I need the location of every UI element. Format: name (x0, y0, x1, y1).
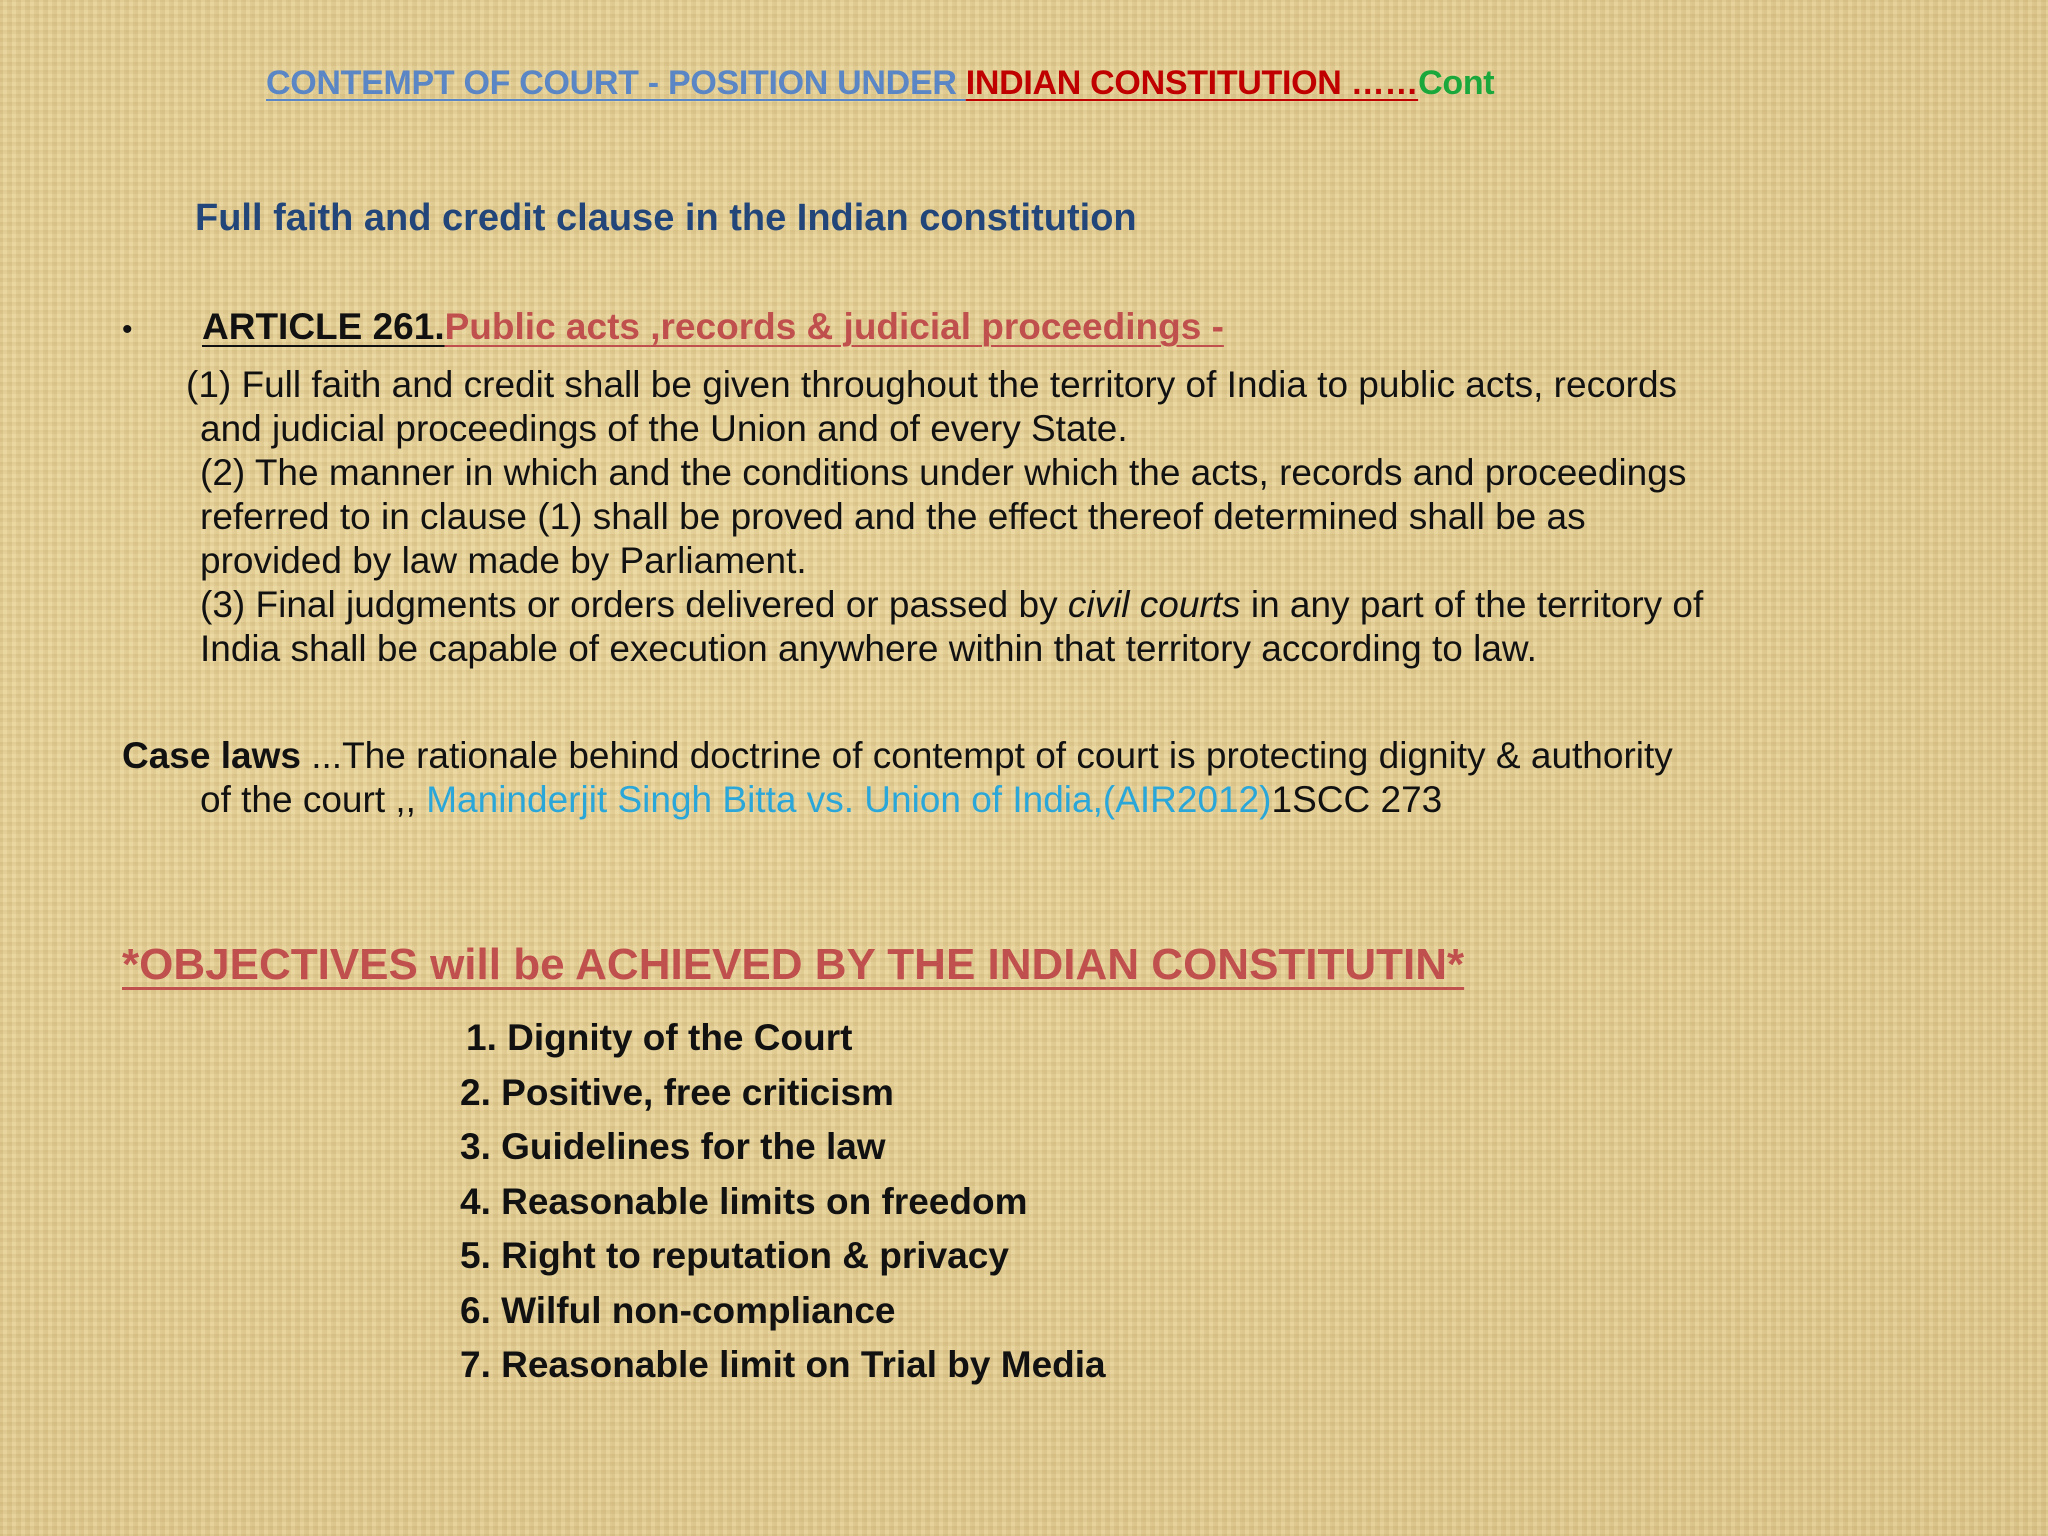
article-heading (122, 306, 1224, 348)
objective-item: 3. Guidelines for the law (460, 1126, 886, 1167)
objective-item: 5. Right to reputation & privacy (460, 1235, 1009, 1276)
objective-item: 1. Dignity of the Court (466, 1017, 853, 1058)
case-laws-label: Case laws (122, 735, 301, 776)
objective-item: 4. Reasonable limits on freedom (460, 1180, 1028, 1222)
article-label: ARTICLE 261. (202, 306, 445, 347)
case-laws-line-1 (122, 734, 1673, 778)
slide-title (266, 64, 1494, 103)
clause-2-line-3: provided by law made by Parliament. (200, 540, 807, 581)
clause-3-text-pre: (3) Final judgments or orders delivered or passed by (200, 584, 1068, 625)
objective-item: 7. Reasonable limit on Trial by Media (460, 1344, 1106, 1385)
case-citation-tail: 1SCC 273 (1271, 779, 1443, 820)
objective-item: 2. Positive, free criticism (460, 1071, 894, 1113)
case-laws-line-2 (200, 778, 1442, 822)
title-part-contempt: CONTEMPT OF COURT - POSITION UNDER (266, 64, 966, 102)
objectives-list (460, 1011, 1106, 1393)
objectives-heading: *OBJECTIVES will be ACHIEVED BY THE INDIAN CONSTITUTIN* (122, 940, 1465, 989)
clause-3-line-2: India shall be capable of execution anywhere within that territory according to law. (200, 628, 1537, 669)
slide-subtitle: Full faith and credit clause in the Indian constitution (195, 197, 1137, 239)
clause-3-text-post: in any part of the territory of (1240, 584, 1704, 625)
article-title: Public acts ,records & judicial proceedings - (444, 306, 1224, 347)
case-citation-link[interactable]: Maninderjit Singh Bitta vs. Union of India,(AIR2012) (426, 779, 1272, 820)
clause-3-line-1 (200, 583, 1703, 627)
clause-2-line-2: referred to in clause (1) shall be proved and the effect thereof determined shall be as (200, 496, 1586, 537)
bullet-icon: • (122, 313, 133, 346)
clause-1-line-2: and judicial proceedings of the Union and of every State. (200, 408, 1128, 449)
clause-3-italic: civil courts (1067, 584, 1241, 625)
objective-item: 6. Wilful non-compliance (460, 1289, 896, 1331)
clause-2-line-1: (2) The manner in which and the conditions under which the acts, records and proceedings (200, 452, 1687, 493)
title-part-cont: Cont (1418, 64, 1495, 102)
title-part-constitution: INDIAN CONSTITUTION …… (965, 64, 1419, 102)
case-laws-text-2: of the court ,, (200, 779, 427, 820)
case-laws-text: ...The rationale behind doctrine of contempt of court is protecting dignity & authority (300, 735, 1673, 776)
clause-1-line-1: (1) Full faith and credit shall be given throughout the territory of India to public acts, records (186, 364, 1678, 405)
